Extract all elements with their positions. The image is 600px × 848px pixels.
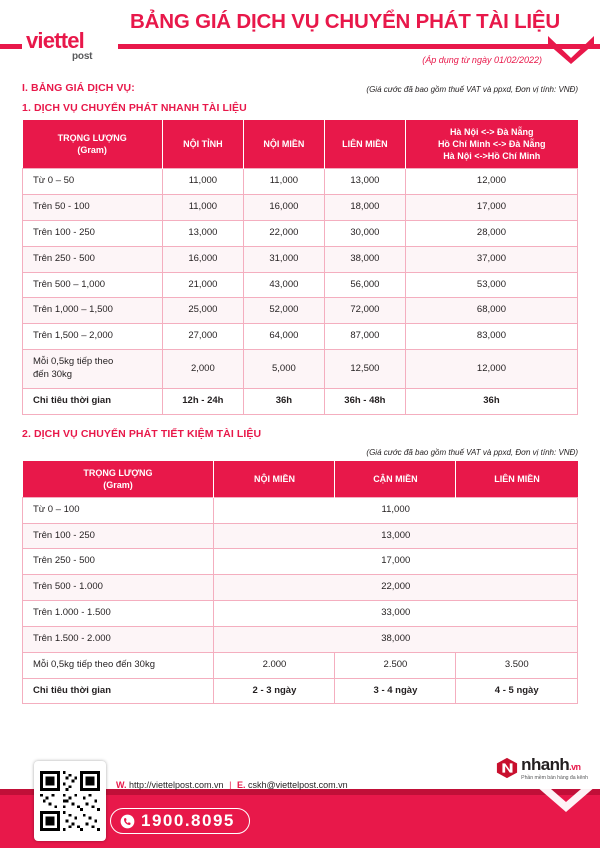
cell-noi-tinh: 11,000 [162,169,243,195]
saving-delivery-price-table [22,461,578,705]
email-address[interactable]: cskh@viettelpost.com.vn [247,780,348,790]
table-row [23,575,578,601]
nhanh-tld: .vn [569,762,581,772]
saving-col-weight-line1: TRỌNG LƯỢNG [83,467,153,478]
section-one-subheading: 1. DỊCH VỤ CHUYỂN PHÁT NHANH TÀI LIỆU [22,102,247,114]
fast-col-lien-mien [324,120,405,169]
cell-noi-tinh: 12h - 24h [162,388,243,414]
cell-flat-price: 17,000 [214,549,578,575]
fast-table-head [23,120,578,169]
cell-lien-mien: 12,500 [324,350,405,389]
section-one-heading: I. BẢNG GIÁ DỊCH VỤ: [22,82,135,94]
page-footer [0,752,600,848]
table-row [23,523,578,549]
row-label: Trên 100 - 250 [23,221,163,247]
table-row [23,549,578,575]
cell-noi-tinh: 21,000 [162,272,243,298]
table-row [23,169,578,195]
row-label: Trên 500 - 1.000 [23,575,214,601]
cell-noi-tinh: 2,000 [162,350,243,389]
fast-col-intercity-line2: Hồ Chí Minh <-> Đà Nẵng [437,139,546,150]
page-content [0,82,600,704]
cell-lien-mien: 56,000 [324,272,405,298]
cell-noi-mien: 31,000 [243,246,324,272]
cell-intercity: 17,000 [405,195,577,221]
table-row [23,497,578,523]
row-label: Trên 500 – 1,000 [23,272,163,298]
logo-post-text: post [72,51,93,62]
table-row [23,221,578,247]
cell-intercity: 36h [405,388,577,414]
saving-col-weight [23,461,214,498]
fast-col-intercity [405,120,577,169]
email-key: E. [236,780,246,790]
viettel-post-logo [0,30,118,64]
row-label: Trên 1.500 - 2.000 [23,626,214,652]
table-row [23,195,578,221]
cell-lien-mien: 87,000 [324,324,405,350]
cell-flat-price: 13,000 [214,523,578,549]
saving-col-lien-mien: LIÊN MIỀN [456,461,578,498]
section-one-heading-row [22,82,578,94]
table-row [23,324,578,350]
table-row [23,298,578,324]
logo-viettel-text: viettel [26,28,84,53]
cell-can-mien: 2.500 [335,652,456,678]
cell-intercity: 12,000 [405,350,577,389]
cell-lien-mien: 72,000 [324,298,405,324]
cell-noi-mien: 2 - 3 ngày [214,678,335,704]
fast-delivery-price-table [22,120,578,415]
cell-lien-mien: 18,000 [324,195,405,221]
section-two-price-note: (Giá cước đã bao gồm thuế VAT và ppxd, Đơn vị tính: VNĐ) [366,447,578,457]
chevron-down-icon [548,36,594,64]
row-label: Trên 1.000 - 1.500 [23,601,214,627]
website-url[interactable]: http://viettelpost.com.vn [129,780,224,790]
row-label-line2: đến 30kg [33,368,73,380]
fast-col-noi-mien-label: NỘI MIỀN [263,139,305,150]
row-label: Trên 100 - 250 [23,523,214,549]
cell-intercity: 12,000 [405,169,577,195]
cell-noi-mien: 22,000 [243,221,324,247]
table-row-delivery-time [23,678,578,704]
table-row [23,626,578,652]
cell-noi-tinh: 13,000 [162,221,243,247]
fast-col-intercity-line1: Hà Nội <-> Đà Nẵng [449,127,534,137]
cell-intercity: 28,000 [405,221,577,247]
cell-noi-tinh: 16,000 [162,246,243,272]
row-label: Chỉ tiêu thời gian [23,388,163,414]
saving-table-head [23,461,578,498]
qr-code[interactable] [34,761,106,841]
fast-col-noi-mien [243,120,324,169]
table-row-delivery-time [23,388,578,414]
fast-table-header-row [23,120,578,169]
cell-lien-mien: 36h - 48h [324,388,405,414]
section-two-subheading: 2. DỊCH VỤ CHUYỂN PHÁT TIẾT KIỆM TÀI LIỆU [22,427,262,440]
cell-flat-price: 33,000 [214,601,578,627]
row-label: Trên 250 - 500 [23,246,163,272]
cell-noi-tinh: 27,000 [162,324,243,350]
table-row [23,601,578,627]
saving-col-can-mien: CẬN MIỀN [335,461,456,498]
nhanh-name [521,755,580,774]
phone-icon [120,814,135,829]
page-title: BẢNG GIÁ DỊCH VỤ CHUYỂN PHÁT TÀI LIỆU [130,10,560,33]
logo-dash-icon [0,44,22,49]
nhanh-mark-icon [496,757,518,779]
row-label: Trên 1,500 – 2,000 [23,324,163,350]
table-row [23,272,578,298]
row-label-line1: Mỗi 0,5kg tiếp theo [33,356,114,368]
cell-lien-mien: 4 - 5 ngày [456,678,578,704]
cell-noi-tinh: 25,000 [162,298,243,324]
fast-col-lien-mien-label: LIÊN MIỀN [342,139,388,150]
fast-col-noi-tinh-label: NỘI TỈNH [183,139,223,150]
cell-noi-mien: 52,000 [243,298,324,324]
saving-col-noi-mien: NỘI MIỀN [214,461,335,498]
row-label: Từ 0 – 50 [23,169,163,195]
row-label: Mỗi 0,5kg tiếp theo đến 30kg [23,652,214,678]
row-label: Trên 250 - 500 [23,549,214,575]
contact-separator: | [229,780,232,790]
row-label: Trên 1,000 – 1,500 [23,298,163,324]
cell-flat-price: 22,000 [214,575,578,601]
effective-date-note: (Áp dụng từ ngày 01/02/2022) [422,55,542,65]
cell-intercity: 37,000 [405,246,577,272]
cell-intercity: 83,000 [405,324,577,350]
cell-intercity: 68,000 [405,298,577,324]
cell-lien-mien: 38,000 [324,246,405,272]
chevron-down-icon [536,776,596,812]
row-label [23,350,163,389]
cell-noi-mien: 43,000 [243,272,324,298]
saving-table-header-row [23,461,578,498]
fast-col-weight [23,120,163,169]
saving-table-body [23,497,578,704]
nhanh-vn-logo [496,756,588,781]
cell-noi-mien: 11,000 [243,169,324,195]
nhanh-tagline: Phần mềm bán hàng đa kênh [521,775,588,781]
hotline-number: 1900.8095 [141,811,235,830]
cell-noi-tinh: 11,000 [162,195,243,221]
fast-col-weight-line1: TRỌNG LƯỢNG [57,133,127,144]
page-header [0,0,600,76]
cell-noi-mien: 16,000 [243,195,324,221]
cell-flat-price: 11,000 [214,497,578,523]
fast-col-noi-tinh [162,120,243,169]
cell-noi-mien: 36h [243,388,324,414]
table-row [23,246,578,272]
cell-can-mien: 3 - 4 ngày [335,678,456,704]
saving-col-weight-line2: (Gram) [103,479,133,490]
row-label: Từ 0 – 100 [23,497,214,523]
fast-table-body [23,169,578,414]
nhanh-text-block [521,756,588,781]
cell-noi-mien: 2.000 [214,652,335,678]
contact-line [116,780,348,790]
cell-lien-mien: 30,000 [324,221,405,247]
row-label: Chỉ tiêu thời gian [23,678,214,704]
cell-intercity: 53,000 [405,272,577,298]
cell-flat-price: 38,000 [214,626,578,652]
header-rule-divider [118,44,600,49]
hotline-badge[interactable] [110,808,250,834]
cell-noi-mien: 64,000 [243,324,324,350]
nhanh-word: nhanh [521,755,570,774]
cell-lien-mien: 13,000 [324,169,405,195]
row-label: Trên 50 - 100 [23,195,163,221]
table-row [23,350,578,389]
section-one-price-note: (Giá cước đã bao gồm thuế VAT và ppxd, Đơn vị tính: VNĐ) [366,85,578,94]
fast-col-intercity-line3: Hà Nội <->Hồ Chí Minh [443,151,541,162]
fast-col-weight-line2: (Gram) [77,145,107,156]
cell-lien-mien: 3.500 [456,652,578,678]
cell-noi-mien: 5,000 [243,350,324,389]
table-row-extra-weight [23,652,578,678]
website-key: W. [116,780,127,790]
